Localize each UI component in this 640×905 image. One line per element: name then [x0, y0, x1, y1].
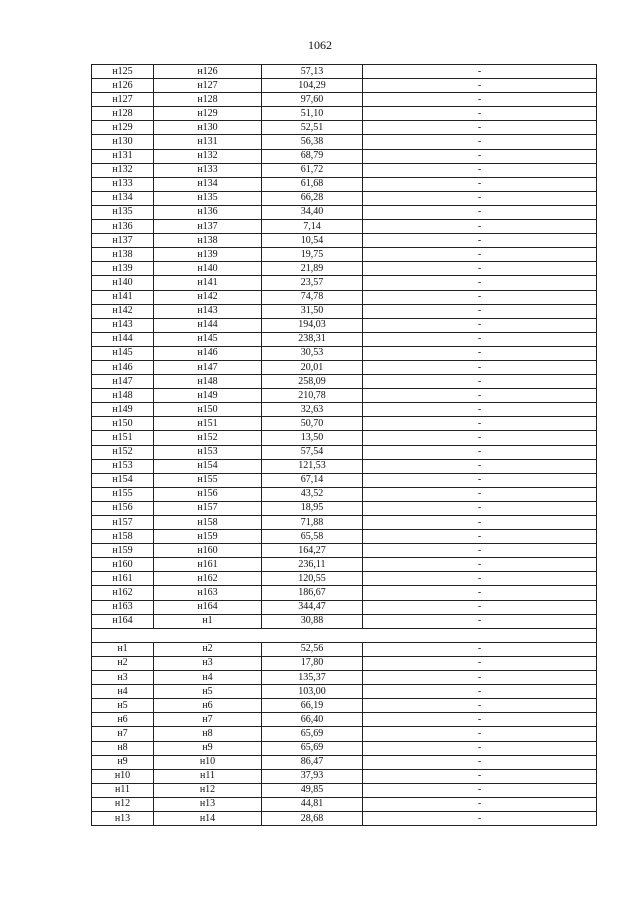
note-cell: - — [363, 431, 597, 445]
table-row — [92, 558, 597, 572]
distance-cell: 28,68 — [262, 811, 363, 825]
from-point-cell: н129 — [92, 121, 154, 135]
table-row — [92, 290, 597, 304]
table-row — [92, 79, 597, 93]
note-cell: - — [363, 671, 597, 685]
distance-cell: 236,11 — [262, 558, 363, 572]
from-point-cell: н163 — [92, 600, 154, 614]
from-point-cell: н145 — [92, 346, 154, 360]
from-point-cell: н128 — [92, 107, 154, 121]
table-body — [92, 65, 597, 826]
to-point-cell: н133 — [154, 163, 262, 177]
note-cell: - — [363, 699, 597, 713]
distance-cell: 65,69 — [262, 727, 363, 741]
distance-cell: 30,53 — [262, 346, 363, 360]
distance-cell: 17,80 — [262, 656, 363, 670]
distance-cell: 97,60 — [262, 93, 363, 107]
from-point-cell: н6 — [92, 713, 154, 727]
from-point-cell: н157 — [92, 516, 154, 530]
note-cell: - — [363, 332, 597, 346]
to-point-cell: н6 — [154, 699, 262, 713]
table-row — [92, 642, 597, 656]
note-cell: - — [363, 685, 597, 699]
distance-cell: 52,51 — [262, 121, 363, 135]
distance-cell: 32,63 — [262, 403, 363, 417]
distance-cell: 65,69 — [262, 741, 363, 755]
distance-cell: 66,28 — [262, 191, 363, 205]
from-point-cell: н9 — [92, 755, 154, 769]
table-row — [92, 769, 597, 783]
to-point-cell: н5 — [154, 685, 262, 699]
to-point-cell: н145 — [154, 332, 262, 346]
table-row — [92, 93, 597, 107]
distance-cell: 19,75 — [262, 248, 363, 262]
distance-cell: 23,57 — [262, 276, 363, 290]
to-point-cell: н136 — [154, 205, 262, 219]
table-row — [92, 220, 597, 234]
to-point-cell: н156 — [154, 487, 262, 501]
table-row — [92, 741, 597, 755]
note-cell: - — [363, 459, 597, 473]
distance-cell: 258,09 — [262, 375, 363, 389]
to-point-cell: н140 — [154, 262, 262, 276]
to-point-cell: н159 — [154, 530, 262, 544]
from-point-cell: н148 — [92, 389, 154, 403]
from-point-cell: н134 — [92, 191, 154, 205]
table-row — [92, 262, 597, 276]
table-row — [92, 797, 597, 811]
to-point-cell: н135 — [154, 191, 262, 205]
to-point-cell: н129 — [154, 107, 262, 121]
note-cell: - — [363, 811, 597, 825]
to-point-cell: н134 — [154, 177, 262, 191]
distance-cell: 164,27 — [262, 544, 363, 558]
to-point-cell: н150 — [154, 403, 262, 417]
distance-cell: 61,68 — [262, 177, 363, 191]
distance-cell: 61,72 — [262, 163, 363, 177]
to-point-cell: н148 — [154, 375, 262, 389]
from-point-cell: н5 — [92, 699, 154, 713]
note-cell: - — [363, 501, 597, 515]
table-row — [92, 375, 597, 389]
note-cell: - — [363, 248, 597, 262]
table-row — [92, 360, 597, 374]
from-point-cell: н141 — [92, 290, 154, 304]
note-cell: - — [363, 741, 597, 755]
note-cell: - — [363, 121, 597, 135]
distance-cell: 7,14 — [262, 220, 363, 234]
note-cell: - — [363, 163, 597, 177]
distance-cell: 344,47 — [262, 600, 363, 614]
distance-cell: 57,13 — [262, 65, 363, 79]
note-cell: - — [363, 177, 597, 191]
note-cell: - — [363, 262, 597, 276]
distance-cell: 71,88 — [262, 516, 363, 530]
table-row — [92, 445, 597, 459]
separator-cell — [92, 628, 597, 642]
note-cell: - — [363, 797, 597, 811]
to-point-cell: н147 — [154, 360, 262, 374]
to-point-cell: н3 — [154, 656, 262, 670]
distance-cell: 13,50 — [262, 431, 363, 445]
note-cell: - — [363, 65, 597, 79]
to-point-cell: н8 — [154, 727, 262, 741]
from-point-cell: н152 — [92, 445, 154, 459]
from-point-cell: н132 — [92, 163, 154, 177]
from-point-cell: н150 — [92, 417, 154, 431]
table-row — [92, 191, 597, 205]
from-point-cell: н153 — [92, 459, 154, 473]
note-cell: - — [363, 656, 597, 670]
table-row — [92, 346, 597, 360]
table-row — [92, 501, 597, 515]
note-cell: - — [363, 304, 597, 318]
from-point-cell: н143 — [92, 318, 154, 332]
to-point-cell: н13 — [154, 797, 262, 811]
note-cell: - — [363, 600, 597, 614]
to-point-cell: н2 — [154, 642, 262, 656]
distance-cell: 186,67 — [262, 586, 363, 600]
note-cell: - — [363, 530, 597, 544]
note-cell: - — [363, 713, 597, 727]
to-point-cell: н153 — [154, 445, 262, 459]
note-cell: - — [363, 783, 597, 797]
table-row — [92, 234, 597, 248]
table-row — [92, 544, 597, 558]
distance-cell: 37,93 — [262, 769, 363, 783]
table-row — [92, 389, 597, 403]
distance-cell: 30,88 — [262, 614, 363, 628]
note-cell: - — [363, 234, 597, 248]
distance-cell: 21,89 — [262, 262, 363, 276]
from-point-cell: н142 — [92, 304, 154, 318]
distance-cell: 56,38 — [262, 135, 363, 149]
distance-cell: 49,85 — [262, 783, 363, 797]
to-point-cell: н130 — [154, 121, 262, 135]
from-point-cell: н126 — [92, 79, 154, 93]
note-cell: - — [363, 346, 597, 360]
from-point-cell: н13 — [92, 811, 154, 825]
note-cell: - — [363, 220, 597, 234]
to-point-cell: н127 — [154, 79, 262, 93]
to-point-cell: н155 — [154, 473, 262, 487]
distance-cell: 18,95 — [262, 501, 363, 515]
distance-cell: 103,00 — [262, 685, 363, 699]
note-cell: - — [363, 558, 597, 572]
distance-cell: 68,79 — [262, 149, 363, 163]
from-point-cell: н12 — [92, 797, 154, 811]
table-row — [92, 65, 597, 79]
distance-cell: 67,14 — [262, 473, 363, 487]
distance-cell: 65,58 — [262, 530, 363, 544]
note-cell: - — [363, 318, 597, 332]
to-point-cell: н1 — [154, 614, 262, 628]
from-point-cell: н149 — [92, 403, 154, 417]
note-cell: - — [363, 614, 597, 628]
distance-cell: 238,31 — [262, 332, 363, 346]
to-point-cell: н162 — [154, 572, 262, 586]
note-cell: - — [363, 572, 597, 586]
from-point-cell: н146 — [92, 360, 154, 374]
table-row — [92, 459, 597, 473]
to-point-cell: н158 — [154, 516, 262, 530]
table-row — [92, 783, 597, 797]
to-point-cell: н160 — [154, 544, 262, 558]
from-point-cell: н151 — [92, 431, 154, 445]
to-point-cell: н14 — [154, 811, 262, 825]
section-separator-row — [92, 628, 597, 642]
from-point-cell: н139 — [92, 262, 154, 276]
to-point-cell: н142 — [154, 290, 262, 304]
table-row — [92, 685, 597, 699]
from-point-cell: н156 — [92, 501, 154, 515]
distance-cell: 44,81 — [262, 797, 363, 811]
note-cell: - — [363, 135, 597, 149]
to-point-cell: н152 — [154, 431, 262, 445]
from-point-cell: н164 — [92, 614, 154, 628]
to-point-cell: н137 — [154, 220, 262, 234]
note-cell: - — [363, 79, 597, 93]
table-row — [92, 614, 597, 628]
distance-cell: 120,55 — [262, 572, 363, 586]
note-cell: - — [363, 403, 597, 417]
distance-cell: 86,47 — [262, 755, 363, 769]
table-row — [92, 121, 597, 135]
from-point-cell: н2 — [92, 656, 154, 670]
table-row — [92, 417, 597, 431]
from-point-cell: н1 — [92, 642, 154, 656]
note-cell: - — [363, 93, 597, 107]
distance-cell: 10,54 — [262, 234, 363, 248]
to-point-cell: н139 — [154, 248, 262, 262]
from-point-cell: н136 — [92, 220, 154, 234]
note-cell: - — [363, 290, 597, 304]
from-point-cell: н127 — [92, 93, 154, 107]
from-point-cell: н8 — [92, 741, 154, 755]
from-point-cell: н138 — [92, 248, 154, 262]
to-point-cell: н141 — [154, 276, 262, 290]
from-point-cell: н155 — [92, 487, 154, 501]
table-row — [92, 516, 597, 530]
distance-cell: 121,53 — [262, 459, 363, 473]
table-row — [92, 163, 597, 177]
table-row — [92, 276, 597, 290]
table-row — [92, 135, 597, 149]
note-cell: - — [363, 375, 597, 389]
table-row — [92, 699, 597, 713]
table-row — [92, 332, 597, 346]
note-cell: - — [363, 191, 597, 205]
distance-cell: 43,52 — [262, 487, 363, 501]
table-row — [92, 107, 597, 121]
note-cell: - — [363, 516, 597, 530]
from-point-cell: н154 — [92, 473, 154, 487]
boundary-points-table — [91, 64, 597, 826]
distance-cell: 31,50 — [262, 304, 363, 318]
to-point-cell: н154 — [154, 459, 262, 473]
table-row — [92, 755, 597, 769]
table-row — [92, 177, 597, 191]
to-point-cell: н11 — [154, 769, 262, 783]
distance-cell: 74,78 — [262, 290, 363, 304]
table-row — [92, 205, 597, 219]
to-point-cell: н151 — [154, 417, 262, 431]
note-cell: - — [363, 205, 597, 219]
to-point-cell: н163 — [154, 586, 262, 600]
table-row — [92, 431, 597, 445]
note-cell: - — [363, 727, 597, 741]
distance-cell: 51,10 — [262, 107, 363, 121]
to-point-cell: н131 — [154, 135, 262, 149]
note-cell: - — [363, 755, 597, 769]
to-point-cell: н164 — [154, 600, 262, 614]
distance-cell: 50,70 — [262, 417, 363, 431]
note-cell: - — [363, 487, 597, 501]
from-point-cell: н161 — [92, 572, 154, 586]
note-cell: - — [363, 586, 597, 600]
to-point-cell: н128 — [154, 93, 262, 107]
note-cell: - — [363, 642, 597, 656]
to-point-cell: н126 — [154, 65, 262, 79]
table-row — [92, 600, 597, 614]
table-row — [92, 656, 597, 670]
note-cell: - — [363, 360, 597, 374]
from-point-cell: н3 — [92, 671, 154, 685]
table-row — [92, 318, 597, 332]
table-row — [92, 248, 597, 262]
from-point-cell: н133 — [92, 177, 154, 191]
from-point-cell: н10 — [92, 769, 154, 783]
note-cell: - — [363, 544, 597, 558]
to-point-cell: н4 — [154, 671, 262, 685]
table-row — [92, 586, 597, 600]
note-cell: - — [363, 445, 597, 459]
page-number: 1062 — [308, 38, 332, 52]
from-point-cell: н160 — [92, 558, 154, 572]
note-cell: - — [363, 389, 597, 403]
to-point-cell: н157 — [154, 501, 262, 515]
from-point-cell: н7 — [92, 727, 154, 741]
note-cell: - — [363, 149, 597, 163]
note-cell: - — [363, 473, 597, 487]
table-row — [92, 403, 597, 417]
to-point-cell: н144 — [154, 318, 262, 332]
to-point-cell: н138 — [154, 234, 262, 248]
from-point-cell: н147 — [92, 375, 154, 389]
table-row — [92, 149, 597, 163]
to-point-cell: н161 — [154, 558, 262, 572]
from-point-cell: н11 — [92, 783, 154, 797]
table-row — [92, 304, 597, 318]
table-row — [92, 811, 597, 825]
distance-cell: 34,40 — [262, 205, 363, 219]
to-point-cell: н149 — [154, 389, 262, 403]
from-point-cell: н125 — [92, 65, 154, 79]
from-point-cell: н159 — [92, 544, 154, 558]
from-point-cell: н135 — [92, 205, 154, 219]
distance-cell: 135,37 — [262, 671, 363, 685]
table-row — [92, 727, 597, 741]
to-point-cell: н12 — [154, 783, 262, 797]
to-point-cell: н10 — [154, 755, 262, 769]
note-cell: - — [363, 107, 597, 121]
table-row — [92, 530, 597, 544]
to-point-cell: н143 — [154, 304, 262, 318]
distance-cell: 66,40 — [262, 713, 363, 727]
distance-cell: 57,54 — [262, 445, 363, 459]
from-point-cell: н140 — [92, 276, 154, 290]
table-row — [92, 473, 597, 487]
table-row — [92, 713, 597, 727]
from-point-cell: н4 — [92, 685, 154, 699]
distance-cell: 66,19 — [262, 699, 363, 713]
distance-cell: 210,78 — [262, 389, 363, 403]
distance-cell: 52,56 — [262, 642, 363, 656]
to-point-cell: н146 — [154, 346, 262, 360]
to-point-cell: н9 — [154, 741, 262, 755]
from-point-cell: н130 — [92, 135, 154, 149]
to-point-cell: н7 — [154, 713, 262, 727]
table-row — [92, 572, 597, 586]
distance-cell: 194,03 — [262, 318, 363, 332]
distance-cell: 104,29 — [262, 79, 363, 93]
note-cell: - — [363, 417, 597, 431]
from-point-cell: н137 — [92, 234, 154, 248]
note-cell: - — [363, 276, 597, 290]
from-point-cell: н144 — [92, 332, 154, 346]
table-row — [92, 671, 597, 685]
from-point-cell: н162 — [92, 586, 154, 600]
from-point-cell: н131 — [92, 149, 154, 163]
table-row — [92, 487, 597, 501]
note-cell: - — [363, 769, 597, 783]
distance-cell: 20,01 — [262, 360, 363, 374]
to-point-cell: н132 — [154, 149, 262, 163]
from-point-cell: н158 — [92, 530, 154, 544]
